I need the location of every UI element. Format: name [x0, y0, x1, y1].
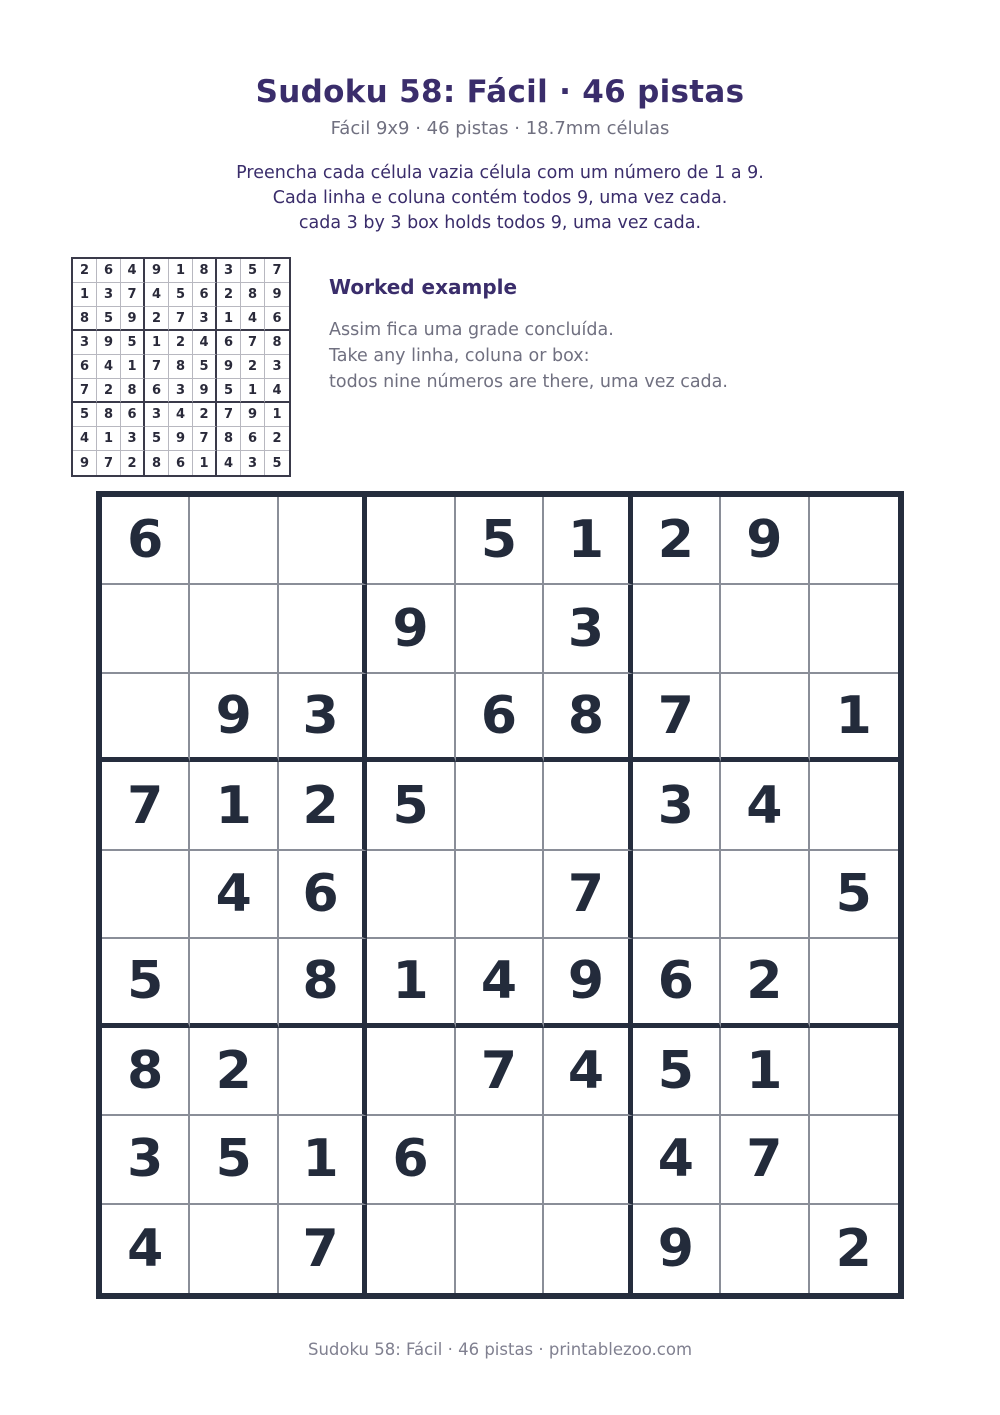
empty-cell[interactable] — [544, 1116, 632, 1204]
empty-cell[interactable] — [721, 585, 809, 673]
empty-cell[interactable] — [456, 1116, 544, 1204]
example-cell: 9 — [241, 403, 265, 427]
empty-cell[interactable] — [456, 585, 544, 673]
example-cell: 4 — [193, 331, 217, 355]
given-cell: 1 — [810, 674, 898, 762]
given-cell: 3 — [279, 674, 367, 762]
example-cell: 9 — [73, 451, 97, 475]
given-cell: 1 — [721, 1028, 809, 1116]
example-cell: 4 — [97, 355, 121, 379]
example-cell: 8 — [73, 307, 97, 331]
given-cell: 1 — [367, 939, 455, 1027]
example-cell: 1 — [193, 451, 217, 475]
given-cell: 7 — [279, 1205, 367, 1293]
example-cell: 7 — [217, 403, 241, 427]
given-cell: 4 — [102, 1205, 190, 1293]
example-cell: 3 — [217, 259, 241, 283]
empty-cell[interactable] — [721, 851, 809, 939]
sudoku-puzzle-grid — [96, 491, 904, 1299]
example-cell: 6 — [145, 379, 169, 403]
example-solution-grid — [71, 257, 291, 477]
example-cell: 9 — [145, 259, 169, 283]
given-cell: 5 — [633, 1028, 721, 1116]
example-cell: 2 — [169, 331, 193, 355]
given-cell: 9 — [721, 497, 809, 585]
example-cell: 6 — [241, 427, 265, 451]
given-cell: 7 — [633, 674, 721, 762]
example-cell: 9 — [97, 331, 121, 355]
empty-cell[interactable] — [633, 851, 721, 939]
example-cell: 6 — [193, 283, 217, 307]
example-cell: 8 — [145, 451, 169, 475]
page-title: Sudoku 58: Fácil · 46 pistas — [255, 74, 745, 110]
given-cell: 9 — [633, 1205, 721, 1293]
example-cell: 5 — [241, 259, 265, 283]
empty-cell[interactable] — [279, 497, 367, 585]
given-cell: 2 — [279, 762, 367, 850]
example-cell: 3 — [265, 355, 289, 379]
example-cell: 1 — [97, 427, 121, 451]
example-cell: 6 — [97, 259, 121, 283]
example-cell: 5 — [272, 455, 282, 471]
given-cell: 1 — [544, 497, 632, 585]
given-cell: 5 — [456, 497, 544, 585]
given-cell: 3 — [633, 762, 721, 850]
example-cell: 7 — [97, 451, 121, 475]
empty-cell[interactable] — [190, 939, 278, 1027]
page-subtitle: Fácil 9x9 · 46 pistas · 18.7mm células — [330, 118, 670, 139]
example-cell: 3 — [241, 451, 265, 475]
example-cell: 4 — [73, 427, 97, 451]
empty-cell[interactable] — [102, 851, 190, 939]
example-cell: 2 — [145, 307, 169, 331]
example-cell: 5 — [145, 427, 169, 451]
empty-cell[interactable] — [810, 497, 898, 585]
example-cell: 8 — [265, 331, 289, 355]
example-cell: 8 — [121, 379, 145, 403]
example-cell: 3 — [97, 283, 121, 307]
given-cell: 2 — [721, 939, 809, 1027]
given-cell: 3 — [544, 585, 632, 673]
example-line: Assim fica uma grade concluída. — [329, 320, 614, 340]
example-cell: 4 — [217, 451, 241, 475]
empty-cell[interactable] — [721, 1205, 809, 1293]
example-cell: 2 — [121, 451, 145, 475]
instruction-line: Cada linha e coluna contém todos 9, uma vez cada. — [272, 188, 728, 208]
empty-cell[interactable] — [279, 1028, 367, 1116]
example-cell: 1 — [145, 331, 169, 355]
empty-cell[interactable] — [456, 762, 544, 850]
given-cell: 5 — [810, 851, 898, 939]
example-cell: 3 — [193, 307, 217, 331]
example-cell: 2 — [217, 283, 241, 307]
empty-cell[interactable] — [810, 585, 898, 673]
empty-cell[interactable] — [367, 851, 455, 939]
example-cell: 3 — [145, 403, 169, 427]
empty-cell[interactable] — [810, 1028, 898, 1116]
example-cell: 7 — [241, 331, 265, 355]
given-cell: 3 — [102, 1116, 190, 1204]
example-cell: 3 — [73, 331, 97, 355]
given-cell: 9 — [544, 939, 632, 1027]
example-cell: 2 — [97, 379, 121, 403]
empty-cell[interactable] — [367, 1205, 455, 1293]
given-cell: 6 — [633, 939, 721, 1027]
given-cell: 9 — [190, 674, 278, 762]
example-text — [329, 317, 728, 395]
example-cell: 4 — [121, 259, 145, 283]
given-cell: 5 — [102, 939, 190, 1027]
instruction-line: Preencha cada célula vazia célula com um número de 1 a 9. — [236, 163, 764, 183]
example-cell: 4 — [265, 379, 289, 403]
example-cell: 1 — [169, 259, 193, 283]
example-cell: 7 — [73, 379, 97, 403]
given-cell: 4 — [456, 939, 544, 1027]
example-cell: 7 — [169, 307, 193, 331]
given-cell: 6 — [279, 851, 367, 939]
given-cell: 2 — [190, 1028, 278, 1116]
page-footer: Sudoku 58: Fácil · 46 pistas · printablezoo.com — [307, 1340, 693, 1359]
example-cell: 5 — [121, 331, 145, 355]
example-cell: 8 — [241, 283, 265, 307]
given-cell: 4 — [544, 1028, 632, 1116]
empty-cell[interactable] — [810, 762, 898, 850]
given-cell: 1 — [279, 1116, 367, 1204]
empty-cell[interactable] — [456, 851, 544, 939]
given-cell: 7 — [544, 851, 632, 939]
given-cell: 2 — [835, 1218, 872, 1279]
example-cell: 2 — [241, 355, 265, 379]
example-line: Take any linha, coluna or box: — [329, 346, 590, 366]
example-cell: 7 — [265, 259, 289, 283]
empty-cell[interactable] — [367, 674, 455, 762]
given-cell: 8 — [279, 939, 367, 1027]
empty-cell[interactable] — [367, 497, 455, 585]
example-cell: 9 — [193, 379, 217, 403]
example-cell: 2 — [73, 259, 97, 283]
example-cell: 5 — [217, 379, 241, 403]
example-heading: Worked example — [329, 275, 518, 299]
empty-cell[interactable] — [810, 1116, 898, 1204]
given-cell: 7 — [721, 1116, 809, 1204]
given-cell: 7 — [102, 762, 190, 850]
given-cell: 9 — [367, 585, 455, 673]
given-cell: 8 — [102, 1028, 190, 1116]
empty-cell[interactable] — [633, 585, 721, 673]
given-cell: 6 — [456, 674, 544, 762]
given-cell: 4 — [721, 762, 809, 850]
example-cell: 9 — [217, 355, 241, 379]
empty-cell[interactable] — [102, 674, 190, 762]
given-cell: 5 — [190, 1116, 278, 1204]
example-cell: 2 — [193, 403, 217, 427]
example-cell: 5 — [169, 283, 193, 307]
example-cell: 8 — [169, 355, 193, 379]
example-cell: 4 — [241, 307, 265, 331]
given-cell: 5 — [367, 762, 455, 850]
empty-cell[interactable] — [810, 939, 898, 1027]
empty-cell[interactable] — [544, 1205, 632, 1293]
empty-cell[interactable] — [367, 1028, 455, 1116]
example-cell: 1 — [73, 283, 97, 307]
given-cell: 6 — [102, 497, 190, 585]
example-cell: 9 — [121, 307, 145, 331]
example-cell: 7 — [121, 283, 145, 307]
example-cell: 9 — [265, 283, 289, 307]
example-cell: 5 — [193, 355, 217, 379]
example-cell: 8 — [97, 403, 121, 427]
example-cell: 8 — [193, 259, 217, 283]
empty-cell[interactable] — [721, 674, 809, 762]
example-cell: 8 — [217, 427, 241, 451]
given-cell: 6 — [367, 1116, 455, 1204]
example-cell: 1 — [121, 355, 145, 379]
example-cell: 4 — [145, 283, 169, 307]
empty-cell[interactable] — [190, 497, 278, 585]
example-cell: 1 — [217, 307, 241, 331]
empty-cell[interactable] — [102, 585, 190, 673]
example-cell: 7 — [193, 427, 217, 451]
empty-cell[interactable] — [544, 762, 632, 850]
given-cell: 8 — [544, 674, 632, 762]
example-cell: 6 — [217, 331, 241, 355]
given-cell: 2 — [633, 497, 721, 585]
example-cell: 7 — [145, 355, 169, 379]
example-cell: 1 — [265, 403, 289, 427]
empty-cell[interactable] — [190, 1205, 278, 1293]
example-cell: 3 — [121, 427, 145, 451]
example-cell: 5 — [97, 307, 121, 331]
instructions — [0, 161, 1000, 236]
example-cell: 6 — [169, 451, 193, 475]
empty-cell[interactable] — [456, 1205, 544, 1293]
instruction-line: cada 3 by 3 box holds todos 9, uma vez cada. — [298, 213, 702, 233]
given-cell: 1 — [190, 762, 278, 850]
example-cell: 1 — [241, 379, 265, 403]
example-line: todos nine números are there, uma vez cada. — [329, 372, 728, 392]
empty-cell[interactable] — [190, 585, 278, 673]
example-cell: 3 — [169, 379, 193, 403]
example-cell: 9 — [169, 427, 193, 451]
example-cell: 2 — [265, 427, 289, 451]
example-cell: 6 — [121, 403, 145, 427]
given-cell: 4 — [633, 1116, 721, 1204]
example-cell: 5 — [73, 403, 97, 427]
given-cell: 4 — [190, 851, 278, 939]
empty-cell[interactable] — [279, 585, 367, 673]
given-cell: 7 — [456, 1028, 544, 1116]
example-cell: 6 — [265, 307, 289, 331]
example-cell: 6 — [73, 355, 97, 379]
example-cell: 4 — [169, 403, 193, 427]
